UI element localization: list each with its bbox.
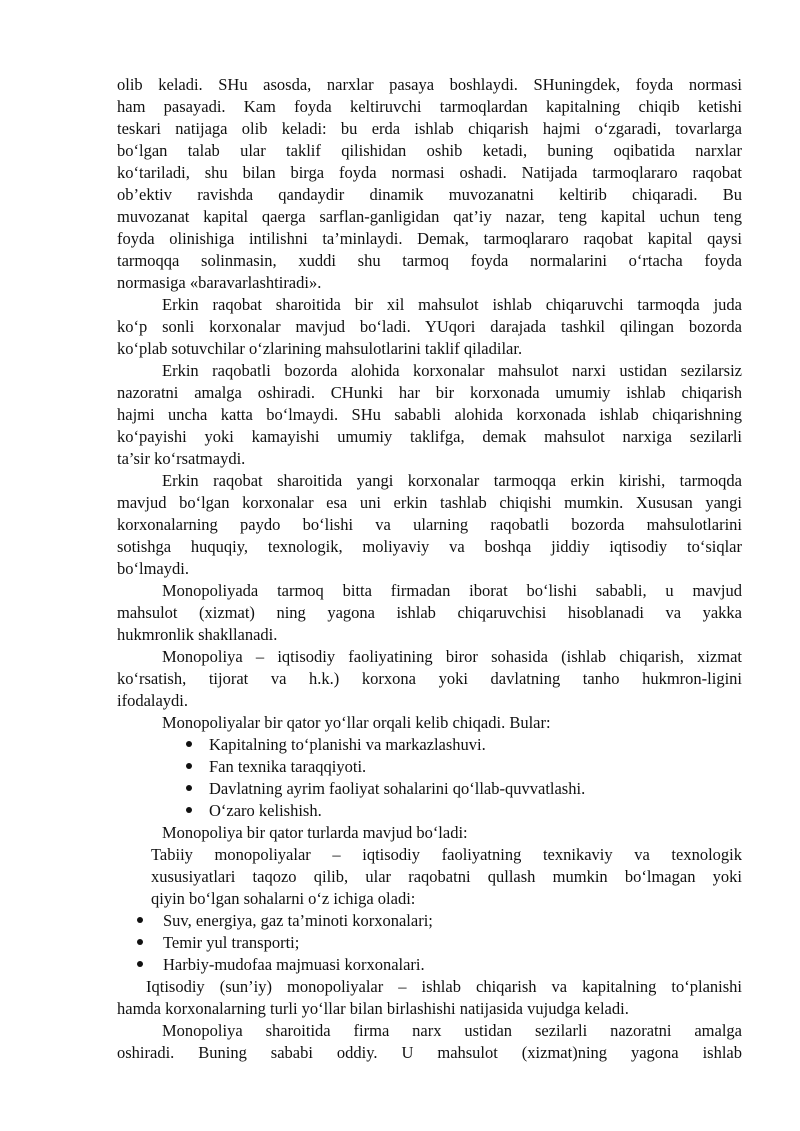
text-line: nazoratni amalga oshiradi. CHunki har bir korxonada umumiy ishlab chiqarish bbox=[117, 383, 742, 402]
text-line: korxonalarning paydo bo‘lishi va ularning raqobatli bozorda mahsulotlarini bbox=[117, 515, 742, 534]
text-line: ko‘p sonli korxonalar mavjud bo‘ladi. YUqori darajada tashkil qilingan bozorda bbox=[117, 317, 742, 336]
text-line: ham pasayadi. Kam foyda keltiruvchi tarmoqlardan kapitalning chiqib ketishi bbox=[117, 97, 742, 116]
bullet-icon bbox=[137, 917, 143, 923]
text-line: foyda olinishiga intilishni ta’minlaydi. Demak, tarmoqlararo raqobat kapital qaysi bbox=[117, 229, 742, 248]
text-line: oshiradi. Buning sababi oddiy. U mahsulot (xizmat)ning yagona ishlab bbox=[117, 1043, 742, 1062]
text-line: sotishga huquqiy, texnologik, moliyaviy va boshqa jiddiy iqtisodiy to‘siqlar bbox=[117, 537, 742, 556]
bullet-icon bbox=[186, 785, 192, 791]
text-line: qiyin bo‘lgan sohalarni o‘z ichiga oladi: bbox=[151, 889, 416, 908]
text-line: hukmronlik shakllanadi. bbox=[117, 625, 278, 644]
text-line: Monopoliya sharoitida firma narx ustidan sezilarli nazoratni amalga bbox=[162, 1021, 742, 1040]
text-line: olib keladi. SHu asosda, narxlar pasaya boshlaydi. SHuningdek, foyda normasi bbox=[117, 75, 742, 94]
text-line: Erkin raqobatli bozorda alohida korxonalar mahsulot narxi ustidan sezilarsiz bbox=[162, 361, 742, 380]
text-line: Tabiiy monopoliyalar – iqtisodiy faoliyatning texnikaviy va texnologik bbox=[151, 845, 742, 864]
text-line: mavjud bo‘lgan korxonalar esa uni erkin tashlab chiqishi mumkin. Xususan yangi bbox=[117, 493, 742, 512]
bullet-icon bbox=[137, 939, 143, 945]
bullet-icon bbox=[186, 741, 192, 747]
text-line: hamda korxonalarning turli yo‘llar bilan birlashishi natijasida vujudga keladi. bbox=[117, 999, 629, 1018]
list-item: Kapitalning to‘planishi va markazlashuvi. bbox=[209, 735, 486, 754]
text-line: Erkin raqobat sharoitida bir xil mahsulot ishlab chiqaruvchi tarmoqda juda bbox=[162, 295, 742, 314]
text-line: bo‘lmaydi. bbox=[117, 559, 189, 578]
text-line: normasiga «baravarlashtiradi». bbox=[117, 273, 322, 292]
list-item: Harbiy-mudofaa majmuasi korxonalari. bbox=[163, 955, 425, 974]
bullet-icon bbox=[137, 961, 143, 967]
list-item: Suv, energiya, gaz ta’minoti korxonalari; bbox=[163, 911, 433, 930]
text-line: muvozanat kapital qaerga sarflan-ganligidan qat’iy nazar, teng kapital uchun teng bbox=[117, 207, 742, 226]
text-line: teskari natijaga olib keladi: bu erda ishlab chiqarish hajmi o‘zgaradi, tovarlarga bbox=[117, 119, 742, 138]
list-item: Temir yul transporti; bbox=[163, 933, 300, 952]
text-line: Monopoliya – iqtisodiy faoliyatining biror sohasida (ishlab chiqarish, xizmat bbox=[162, 647, 742, 666]
text-line: ko‘plab sotuvchilar o‘zlarining mahsulotlarini taklif qiladilar. bbox=[117, 339, 523, 358]
list-item: Fan texnika taraqqiyoti. bbox=[209, 757, 367, 776]
text-line: hajmi uncha katta bo‘lmaydi. SHu sababli alohida korxonada ishlab chiqarishning bbox=[117, 405, 742, 424]
list-item: O‘zaro kelishish. bbox=[209, 801, 322, 820]
text-line: ob’ektiv ravishda qandaydir dinamik muvozanatni keltirib chiqaradi. Bu bbox=[117, 185, 742, 204]
text-line: Monopoliyada tarmoq bitta firmadan iborat bo‘lishi sababli, u mavjud bbox=[162, 581, 742, 600]
text-line: xususiyatlari taqozo qilib, ular raqobatni qullash mumkin bo‘lmagan yoki bbox=[151, 867, 742, 886]
text-line: mahsulot (xizmat) ning yagona ishlab chiqaruvchisi hisoblanadi va yakka bbox=[117, 603, 742, 622]
text-line: ta’sir ko‘rsatmaydi. bbox=[117, 449, 246, 468]
text-line: tarmoqqa solinmasin, xuddi shu tarmoq foyda normalarini o‘rtacha foyda bbox=[117, 251, 742, 270]
text-line: bo‘lgan talab ular taklif qilishidan oshib ketadi, buning oqibatida narxlar bbox=[117, 141, 742, 160]
text-line: Iqtisodiy (sun’iy) monopoliyalar – ishlab chiqarish va kapitalning to‘planishi bbox=[146, 977, 742, 996]
paragraph-7: Monopoliyalar bir qator yo‘llar orqali kelib chiqadi. Bular: bbox=[162, 713, 551, 732]
list-item: Davlatning ayrim faoliyat sohalarini qo‘llab-quvvatlashi. bbox=[209, 779, 586, 798]
text-line: ko‘rsatish, tijorat va h.k.) korxona yoki davlatning tanho hukmron-ligini bbox=[117, 669, 742, 688]
text-line: ifodalaydi. bbox=[117, 691, 189, 710]
text-line: ko‘payishi yoki kamayishi umumiy taklifga, demak mahsulot narxiga sezilarli bbox=[117, 427, 742, 446]
paragraph-8: Monopoliya bir qator turlarda mavjud bo‘ladi: bbox=[162, 823, 468, 842]
bullet-icon bbox=[186, 763, 192, 769]
text-line: ko‘tariladi, shu bilan birga foyda normasi oshadi. Natijada tarmoqlararo raqobat bbox=[117, 163, 742, 182]
bullet-icon bbox=[186, 807, 192, 813]
text-line: Erkin raqobat sharoitida yangi korxonalar tarmoqqa erkin kirishi, tarmoqda bbox=[162, 471, 742, 490]
